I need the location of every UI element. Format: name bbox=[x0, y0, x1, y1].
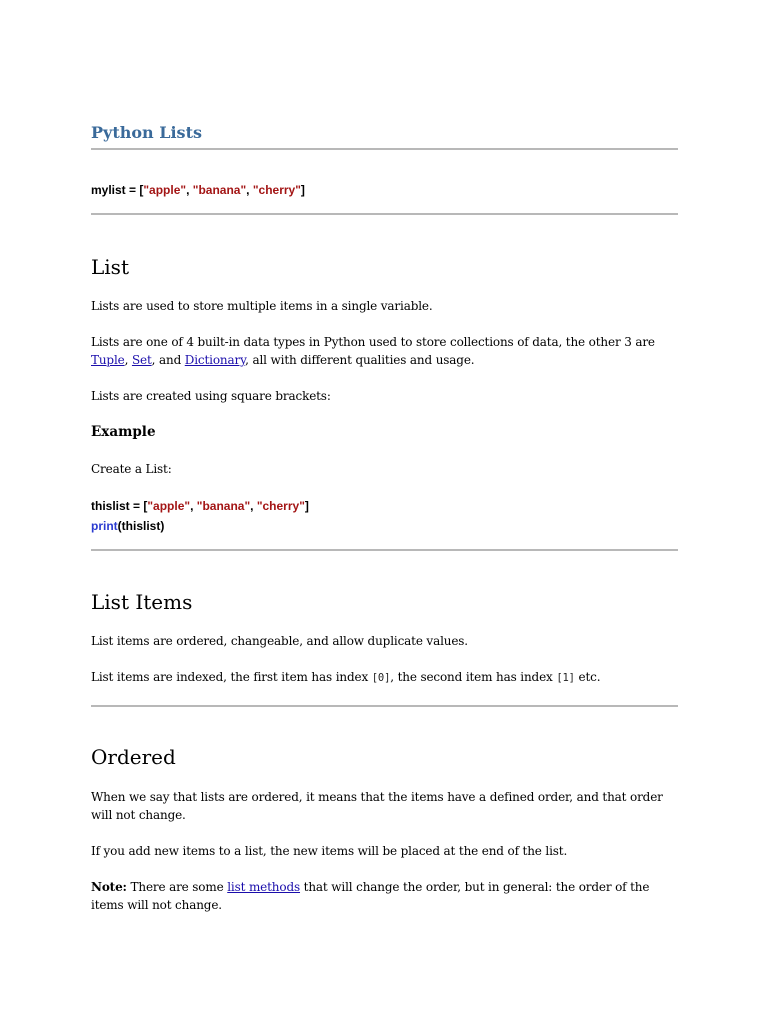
code-string: "banana" bbox=[192, 183, 247, 197]
code-var: mylist bbox=[91, 183, 126, 197]
inline-code: [0] bbox=[371, 672, 391, 684]
divider bbox=[91, 705, 678, 707]
section-heading-list: List bbox=[91, 255, 129, 279]
paragraph: Lists are created using square brackets: bbox=[91, 389, 331, 403]
paragraph: Create a List: bbox=[91, 462, 172, 476]
inline-code: [1] bbox=[556, 672, 575, 684]
note-label: Note: bbox=[91, 880, 127, 894]
link-list-methods[interactable]: list methods bbox=[227, 880, 301, 894]
divider bbox=[91, 549, 678, 551]
code-snippet-mylist: mylist = ["apple", "banana", "cherry"] bbox=[91, 183, 305, 197]
link-dictionary[interactable]: Dictionary bbox=[184, 353, 246, 367]
paragraph: If you add new items to a list, the new items will be placed at the end of the list. bbox=[91, 844, 568, 858]
paragraph: Lists are used to store multiple items in a single variable. bbox=[91, 299, 433, 313]
paragraph-indexing: List items are indexed, the first item has index [0], the second item has index [1] etc. bbox=[91, 670, 601, 684]
divider bbox=[91, 213, 678, 215]
example-heading: Example bbox=[91, 424, 156, 440]
code-snippet-thislist: thislist = ["apple", "banana", "cherry"] print(thislist) bbox=[91, 499, 309, 533]
code-keyword-print: print bbox=[91, 519, 118, 533]
page-title: Python Lists bbox=[91, 123, 202, 142]
code-string: "apple" bbox=[143, 183, 187, 197]
section-heading-ordered: Ordered bbox=[91, 745, 176, 769]
code-string: "cherry" bbox=[252, 183, 301, 197]
paragraph-note: Note: There are some list methods that will change the order, but in general: the order of the items will not change. bbox=[91, 880, 650, 912]
paragraph: List items are ordered, changeable, and allow duplicate values. bbox=[91, 634, 468, 648]
link-tuple[interactable]: Tuple bbox=[91, 353, 125, 367]
link-set[interactable]: Set bbox=[131, 353, 152, 367]
section-heading-list-items: List Items bbox=[91, 590, 193, 614]
paragraph: When we say that lists are ordered, it means that the items have a defined order, and that order will not change. bbox=[91, 790, 663, 822]
paragraph-data-types: Lists are one of 4 built-in data types in Python used to store collections of data, the other 3 are Tuple, Set, and Dictionary, all with different qualities and usage. bbox=[91, 335, 655, 367]
divider bbox=[91, 148, 678, 150]
